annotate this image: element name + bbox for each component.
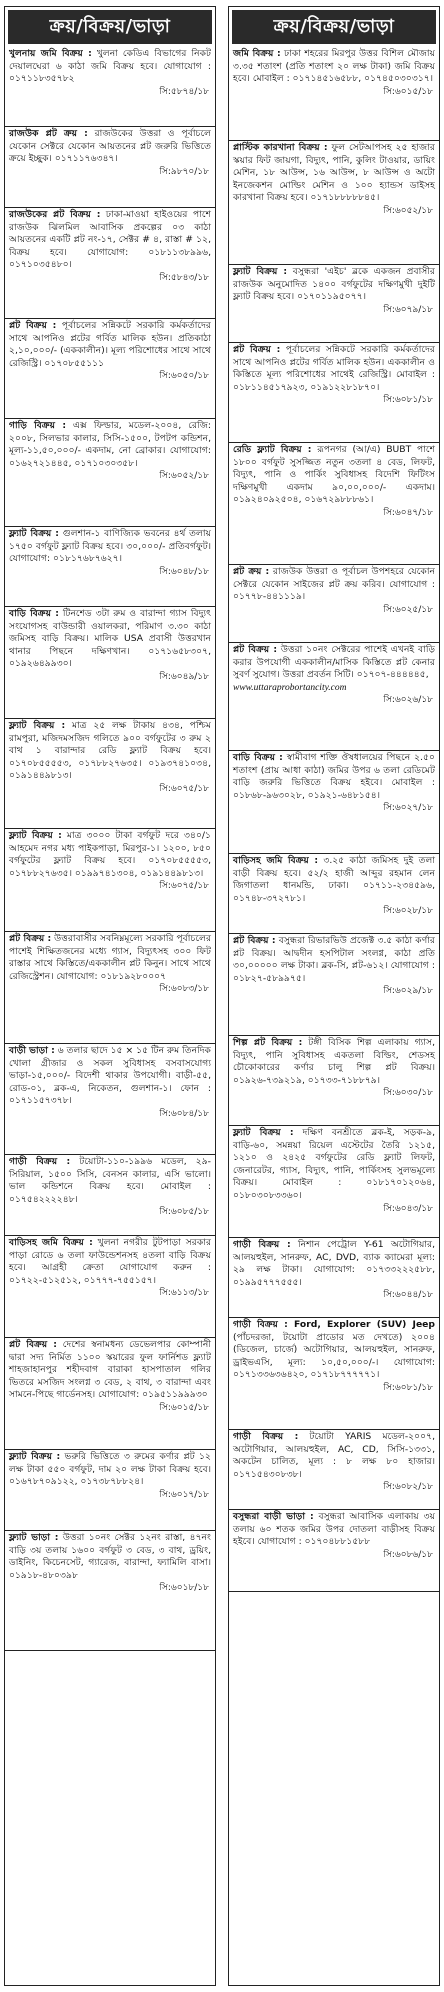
ad-title: গাড়ী বিক্রয় : — [9, 1156, 71, 1167]
ad-code: সি:৬০২৯/১৮ — [383, 986, 433, 997]
ad-body: রাজউকের উত্তরা ও পূর্বাচলে যেকোন সেক্টরে যেকোন আয়তনের প্লট জরুরি ভিত্তিতে ক্রয়ে ইচ্ছুক। ০১৭১১৭৬৩৪৭। — [9, 128, 211, 165]
classified-ad — [229, 265, 439, 343]
classified-ad — [229, 751, 439, 854]
ad-title: প্লট ক্রয় : — [233, 566, 270, 577]
ad-code: সি:৬১১৩/১৮ — [159, 1288, 209, 1299]
classified-ad — [5, 1450, 215, 1531]
ad-code: সি:৬০৮৪/১৮ — [159, 1108, 209, 1119]
ad-title: রেডি ফ্ল্যাট বিক্রয় : — [233, 444, 312, 455]
ad-body: রূপনগর (আ/এ) BUBT পাশে ১৮০০ বর্গফুট সুসজ্জিত নতুন ৩তলা ৪ বেড, লিফট, বিদ্যুৎ, পানি ও পার্কিং সুবিধাসহ বিদেশি ফিটিংস দক্ষিণমুখী একদাম ৯০,০০,০০০/- একদাম। ০১৯২৪০৯২৫০৪, ০১৬৭২৯৮৮৮৬১। — [233, 444, 436, 506]
ad-code: সি:৬০২৫/১৮ — [383, 604, 433, 615]
ad-text — [9, 1237, 211, 1287]
ad-body: স্বামীবাগ শক্তি ঔষধালয়ের পিছনে ২.৫০ শতাংশ (প্রায় আধা কাঠা) জমির উপর ৬ তলা রেডিমেট বাড়ি জরুরি ভিত্তিতে বিক্রয় হইবে। মোবাইল : ০১৮৬৮-৯৬৩০২৮, ০১৯২১-৬৪৮১৫৪। — [233, 752, 435, 801]
ad-body: টয়োটা YARIS মডেল-২০০৭, অটোগিয়ার, আলয়হুইল, AC, CD, সিসি-১৩৩১, অকটেন চালিত, মূল্য : ৮ লক্ষ ৮০ হাজার। ০১৭১৫৪৩০৮৩৮। — [233, 1431, 435, 1480]
ad-code: সি:৬০১৮/১৮ — [159, 1583, 209, 1594]
ad-code: সি:৬০৫০/১৮ — [159, 371, 209, 382]
classified-ad — [229, 1126, 439, 1238]
ad-text — [233, 1319, 435, 1382]
ad-body: পূর্বাচলের সন্নিকটে সরকারি কর্মকর্তাদের সাথে আপনিও প্লটের গর্বিত মালিক হউন। প্রতিকাঠা ২,১০,০০০/- (এককালীন)। মূল্য পরিশোধের সাথে সাথে রেজিস্ট্রি। ০১৭০৮৫৫১১১ — [9, 320, 211, 369]
ad-body: নিশান পেট্রোল Y-61 অটোগিয়ার, আলয়হুইল, সানরুফ, AC, DVD, ব্যাক ক্যামেরা মূল্য: ২৯ লক্ষ টাকা। যোগাযোগ: ০১৭৩৩২২২৫৮৮, ০১৯৯৫৭৭৭৫৫৫। — [233, 1239, 435, 1288]
ad-body: উত্তরা ১০নং সেক্টরের পাশেই এখনই বাড়ি করার উপযোগী এককালীন/মাসিক কিস্তিতে প্লট কেনার সুবর্ণ সুযোগ। উত্তরা প্রবর্তন সিটি। ০১৭০৭-৪৪৪৪৪৫, — [233, 644, 436, 681]
ad-code: সি:৬০১৫/১৮ — [159, 1402, 209, 1413]
classified-ad — [229, 565, 439, 643]
ad-body: রাজউক উত্তরা ও পূর্বাচল উপশহরে যেকোন সেক্টরে যেকোন সাইজের প্লট ক্রয় করিব। যোগাযোগ : ০১৭৭৮-৪৪১১১৯। — [233, 566, 435, 603]
ad-title: প্লট বিক্রয় : — [233, 935, 276, 946]
classified-ad — [5, 607, 215, 719]
ad-body: দেশের স্বনামধন্য ডেভেলপার কোম্পানী দ্বারা সদ্য নির্মিত ১১০০ স্কয়ারের ফুল ফার্নিশড ফ্ল্যাট শাহজাহানপুর শহীদবাগ বারাকা হাসপাতাল গলির ভিতরে মসজিদ সংলগ্ন ৩ বেড, ২ বাথ, ৩ বারান্দা এবং সামনে-পিছে গার্ডেনসহ। যোগাযোগ: ০১৯৫১১৯৯৯৩০ — [9, 1339, 211, 1401]
ad-title: রাজউক প্লট ক্রয় : — [9, 128, 88, 139]
classified-ad — [5, 932, 215, 1044]
ad-code: সি:৬০৪৭/১৮ — [383, 507, 433, 518]
ad-title: ফ্ল্যাট বিক্রয় : — [9, 1451, 61, 1462]
ad-text — [233, 566, 435, 604]
ad-title: রাজউকের প্লট বিক্রয় : — [9, 209, 101, 220]
classified-ad — [229, 643, 439, 751]
ad-text — [9, 420, 211, 470]
ad-title: বাড়িসহ জমি বিক্রয় : — [9, 1237, 93, 1248]
ad-code: সি:৬০৪৩/১৮ — [383, 1203, 433, 1214]
ad-code: সি:৬০৮১/১৮ — [383, 1382, 433, 1393]
ad-code: সি:৬০১৭/১৮ — [159, 1489, 209, 1500]
ad-title: গাড়ী বিক্রয় : — [233, 1431, 299, 1442]
ad-code: সি:৯৮৭০/১৮ — [159, 166, 209, 177]
ad-code: সি:৬০৭৫/১৮ — [159, 881, 209, 892]
ad-body: ঢাকা-মাওয়া হাইওয়ের পাশে রাজউক ঝিলমিল আবাসিক প্রকল্পের ০৩ কাঠা আয়তনের একটি প্লট নং-১৭, সেক্টর # ৪, রাস্তা # ১২, বিক্রয় হবে। যোগাযোগ: ০১৮১১৩৮৯৯৬, ০১৭১০৩৫৪৮০। — [9, 209, 212, 271]
ad-code: সি:৬০৪৮/১৮ — [159, 566, 209, 577]
ad-code: সি:৬০৩০/১৮ — [383, 1088, 433, 1099]
ad-text — [9, 720, 211, 783]
ad-body: ঢাকা শহরের মিরপুর উত্তর বিশিল মৌজায় ৩.৩৫ শতাংশ (প্রতি শতাংশ ২০ লক্ষ টাকা) জমি বিক্রয় হবে। মোবাইল : ০১৭১৪৫১৬৫৮৮, ০১৭৪৫০৩০৩১৭। — [233, 48, 435, 85]
ad-text — [9, 48, 211, 86]
classified-ad — [229, 141, 439, 265]
ad-body: বসুন্ধরা রিভারভিউ প্রজেক্ট ৩.৫ কাঠা কর্ণার প্লট বিক্রয়। আদ্বদীন হসপিটাল সংলগ্ন, কাঠা প্রতি ৩০,০০০০০ লক্ষ টাকা। ব্লক-সি, প্লট-৬১২। যোগাযোগ : ০১৮২৭-৫৮৯৯৭৫। — [233, 935, 435, 984]
ad-body: টিনশেড ৩টা রুম ও বারান্দা গ্যাস বিদ্যুৎ সংযোগসহ বাউন্ডারী ওয়ালকরা, পরিমাণ ৩.৩০ কাঠা জমিসহ বাড়ি বিক্রয়। মালিক USA প্রবাসী উত্তরখান থানার পিছনে দক্ষিণখান। ০১৭১৬৫৮৩০৭, ০১৯২৬৪৯৯৩০। — [9, 608, 212, 670]
ad-code: সি:৬০৭৯/১৮ — [383, 304, 433, 315]
ad-body: দক্ষিণ বনশ্রীতে ব্লক-ই, সড়ক-৯, বাড়ি-৬০, সমন্নয়া রিয়েল এস্টেটের তৈরি ১২১৫, ১২১০ ও ২৪২৫ বর্গফুটের রেডি ফ্ল্যাট লিফট, জেনারেটর, গ্যাস, বিদ্যুৎ, পানি, পার্কিংসহ সুলভমূল্যে বিক্রয়। মোবাইল : ০১৮১৭০১২০৬৪, ০১৮০৩০৮৩৩৬০। — [233, 1127, 435, 1201]
ad-body: খুলনা কেডিএ বিভাগের নিকট দেয়ালঘেরা ৬ কাঠা জমি বিক্রয় হবে। যোগাযোগ : ০১৭১১৮৩৫৭৮২ — [9, 48, 211, 85]
ad-text — [233, 344, 435, 394]
ad-list-right — [229, 47, 439, 1592]
classified-ad — [229, 47, 439, 141]
ad-title: প্লট বিক্রয় : — [9, 1339, 57, 1350]
classified-ad — [229, 1238, 439, 1318]
classified-column-left — [4, 6, 216, 1986]
classified-ad — [5, 527, 215, 607]
ad-body: খুলনা নগরীর টুটপাড়া সরকার পাড়া রোডে ৬ তলা ফাউন্ডেশনসহ ৪তলা বাড়ি বিক্রয় হবে। আগ্রহী ক্রেতা যোগাযোগ করুন : ০১৭২২-৫১২৫১২, ০১৭৭৭-৭৫৫১৫৭। — [9, 1237, 211, 1286]
ad-title: বসুন্ধরা বাড়ী ভাড়া : — [233, 1511, 314, 1522]
classified-ad — [229, 854, 439, 934]
classified-ad — [229, 1430, 439, 1510]
ad-code: সি:৬০৮২/১৮ — [383, 1482, 433, 1493]
ad-code: সি:৫৮৪৩/১৮ — [159, 272, 209, 283]
ad-list-left — [5, 47, 215, 1651]
ad-title: বাড়ি বিক্রয় : — [233, 752, 283, 763]
ad-text — [233, 1239, 435, 1289]
ad-body: ভরুরি ভিত্তিতে ৩ রুমের কর্ণার প্লট ১২ লক্ষ টাকা ৫৫০ বর্গফুট, দাম ২০ লক্ষ টাকা বিক্রয় হবে। ০১৬৭৮৭০৯১২২, ০১৭৩৮৭৮৮২৪। — [9, 1451, 211, 1488]
ad-body: মাত্র ২৫ লক্ষ টাকায় ৪৩৪, পশ্চিম রামপুরা, মজিদমসজিদ গলিতে ৯০০ বর্গফুটের ৩ রুম ২ বাথ ১ বারান্দার রেডি ফ্ল্যাট বিক্রয় হবে। ০১৭০৮৫৫৫৫৩, ০১৭৮৮২৭৬৩৫। ০১৯৩৭৪১০৩৪, ০১৯১৪৪৯৮১৩। — [9, 720, 211, 782]
ad-title: ফ্ল্যাট বিক্রয় : — [233, 1127, 294, 1138]
ad-title: ফ্ল্যাট বিক্রয় : — [9, 830, 62, 841]
ad-body: ফুল সেটআপসহ ২৫ হাজার স্কয়ার ফিট জায়গা, বিদ্যুৎ, পানি, কুলিং টাওয়ার, ডায়িং মেশিন, ১৮ আউন্স, ১৬ আউন্স, ৮ আউন্স ও অটো ইনজেকশন মোল্ডিং মেশিন ও ১০০ হ্যান্ডস ডাইসহ কারখানা বিক্রয় হবে। ০১৭১৮৮৮৮৮৪৫। — [233, 142, 435, 204]
ad-code: সি:৬০৪৯/১৮ — [159, 671, 209, 682]
ad-text — [233, 855, 435, 905]
ad-text — [9, 209, 211, 272]
ad-title: জমি বিক্রয় : — [233, 48, 281, 59]
ad-text — [233, 1511, 435, 1549]
classified-ad — [5, 1155, 215, 1236]
ad-code: সি:৬০৫২/১৮ — [159, 471, 209, 482]
classified-ad — [5, 1338, 215, 1450]
column-header: ক্রয়/বিক্রয়/ভাড়া — [232, 10, 436, 44]
ad-text — [233, 1037, 435, 1087]
ad-text — [9, 1156, 211, 1206]
ad-code: সি:৬০৭৫/১৮ — [159, 783, 209, 794]
classified-ad — [5, 1531, 215, 1651]
column-header: ক্রয়/বিক্রয়/ভাড়া — [8, 10, 212, 44]
ad-text — [233, 1127, 435, 1203]
ad-text — [9, 320, 211, 370]
ad-code: সি:৬০১৫/১৮ — [383, 86, 433, 97]
ad-text — [233, 142, 435, 205]
ad-code: সি:৬০২৭/১৮ — [383, 803, 433, 814]
classified-column-right — [228, 6, 440, 1986]
ad-text — [9, 1339, 211, 1402]
classified-ad — [229, 1510, 439, 1592]
classified-ad — [5, 829, 215, 932]
ad-text — [9, 1451, 211, 1489]
ad-body: গুলশান-১ বাণিজ্যিক ভবনের ৪র্থ তলায় ১৭৫০ বর্গফুট ফ্ল্যাট বিক্রয় হবে। ৩০,০০০/- প্রতিবর্গফুট। যোগাযোগ: ০১৮১৭৬৮৭৬২৭। — [9, 528, 211, 565]
classified-ad — [5, 208, 215, 319]
ad-body: (পাঁচদরজা, টয়োটা প্রাডোর মত দেখতে) ২০০৪ (ডিজেল, চার্জে) অটোগিয়ার, আলয়হুইল, সানরুফ, ড্রাইভএসি, মূল্য: ১০,৫০,০০০/-। যোগাযোগ: ০১৭১৩৩৬৩৬৪২০, ০১৭১৮৭৭৭৭৭১। — [233, 1331, 435, 1381]
ad-code: সি:৬০২৮/১৮ — [383, 906, 433, 917]
ad-body: উত্তরা ১০নং সেক্টর ১২নং রাস্তা, ৪৭নং বাড়ি ৩য় তলায় ১৬০০ বর্গফুট ৩ বেড, ৩ বাথ, ড্রয়িং, ডাইনিং, কিচেনসেট, গ্যারেজ, বারান্দা, ফ্যামিলি বাসা। ০১৯১৮-৪৮০৩৯৮ — [9, 1532, 211, 1581]
ad-body: টঙ্গী বিসিক শিল্প এলাকায় গ্যাস, বিদ্যুৎ, পানি সুবিধাসহ একতলা বিল্ডিং, শেডসহ চৌকোকারের কর্ণার চালু শিল্প প্লট বিক্রয়। ০১৯২৬-৭৩৯২১৯, ০১৭৩৩-৭১৮৮৭৯। — [233, 1037, 435, 1086]
ad-title: প্লাস্টিক কারখানা বিক্রয় : — [233, 142, 328, 153]
ad-title: প্লট বিক্রয় : — [9, 933, 52, 944]
ad-body: এক্স ফিল্ডার, মডেল-২০০৪, রেজি: ২০০৮, সিলভার কালার, সিসি-১৫০০, টপটপ কন্ডিশন, মূল্য-১১,৫০,০০০/- একদাম, নো ব্রোকার। যোগাযোগ: ০১৬২৭২১৪৪৫, ০১৭১০৩০৩৫৮। — [9, 420, 212, 469]
ad-text — [9, 1045, 211, 1108]
ad-text — [9, 830, 211, 880]
classified-ad — [5, 419, 215, 527]
ad-code: সি:৬০৮৬/১৮ — [383, 1549, 433, 1560]
ad-title: প্লট বিক্রয় : — [9, 320, 57, 331]
ad-text — [233, 444, 435, 507]
ad-title: বাড়ী ভাড়া : — [9, 1045, 55, 1056]
ad-code: সি:৬০৪৪/১৮ — [383, 1290, 433, 1301]
ad-body: ৬ তলার ছাদে ১৫ × ১৫ টিন রুম তিনদিক খোলা গ্রীজার ও সকল সুবিধাসহ বসবাসযোগ্য ভাড়া-১৫,০০০/- বিদেশী থাকার উপযোগী। বাড়ী-৫৫, রোড-০১, ব্লক-এ, নিকেতন, গুলশান-১। ফোন : ০১৭১১৫৭৩৭৮। — [9, 1045, 211, 1107]
ad-body: মাত্র ৩০০০ টাকা বর্গফুট দরে ৩৪০/১ আহমেদ নগর মধ্য পাইকপাড়া, মিরপুর-১। ১২০০, ৮৫০ বর্গফুটের ফ্ল্যাট বিক্রয় হবে। ০১৭০৮৫৫৫৫৩, ০১৭৮৮২৭৬৩৫। ০১৯৯৭৪১৩০৪, ০১৯১৪৪৯৮১৩। — [9, 830, 211, 879]
classified-ad — [5, 319, 215, 419]
ad-text — [9, 528, 211, 566]
ad-title: বাড়ি বিক্রয় : — [9, 608, 59, 619]
ad-title: বাড়িসহ জমি বিক্রয় : — [233, 855, 319, 866]
classified-ad — [5, 719, 215, 829]
ad-text — [9, 128, 211, 166]
classified-ad — [5, 1044, 215, 1155]
ad-text — [9, 933, 211, 983]
ad-text — [233, 48, 435, 86]
ad-text — [233, 935, 435, 985]
ad-code: সি:৫৮৭৪/১৮ — [159, 86, 209, 97]
ad-code: সি:৬০৮৩/১৮ — [159, 984, 209, 995]
classified-ad — [229, 1036, 439, 1126]
classified-ad — [5, 1236, 215, 1338]
ad-body: বসুন্ধরা আবাসিক এলাকায় ৩য় তলায় ৬০ শতক জমির উপর দোতলা বাড়ীসহ বিক্রয় হইবে। যোগাযোগ : ০১৭০৪৮৮১৫৮৮ — [233, 1511, 435, 1548]
ad-body: বসুন্ধরা 'এইচ' ব্লকে একজন প্রবাসীর রাজউক অনুমোদিত ১৪০০ বর্গফুটের দক্ষিণমুখী দুইটি ফ্ল্যাট বিক্রয় হবে। ০১৭০১১৯৫০৭৭। — [233, 266, 435, 303]
ad-title: ফ্ল্যাট বিক্রয় : — [233, 266, 288, 277]
ad-code: সি:৬০২৬/১৮ — [383, 694, 433, 705]
ad-text — [233, 1431, 435, 1481]
ad-text — [233, 644, 435, 694]
ad-body: ৩.২৫ কাঠা জমিসহ দুই তলা বাড়ী বিক্রয় হবে। ৫২/২ হাজী আব্দুর রহমান লেন জিগাতলা ধানমন্ডি, ঢাকা। ০১৭১১-২৩৪৫৯৬, ০১৭৪৮-৩৭২৭৮১। — [233, 855, 435, 904]
ad-text — [233, 266, 435, 304]
classified-ad — [5, 127, 215, 208]
classified-ad — [229, 343, 439, 443]
ad-title: ফ্ল্যাট ভাড়া : — [9, 1532, 59, 1543]
ad-title: গাড়ী বিক্রয় : — [233, 1239, 291, 1250]
ad-title: গাড়ী বিক্রয় : Ford, Explorer (SUV) Jeep — [233, 1319, 435, 1330]
ad-text — [9, 1532, 211, 1582]
ad-title: খুলনায় জমি বিক্রয় : — [9, 48, 92, 59]
ad-title: শিল্প প্লট বিক্রয় : — [233, 1037, 303, 1048]
ad-body: টয়োটা-১১০-১৯৯৬ মডেল, ২৯-সিরিয়াল, ১৫০০ সিসি, বেনসন কালার, এসি ভালো। ভাল কন্ডিশনে বিক্রয় হবে। মোবাইল : ০১৭৫৪২২২২৪৮। — [9, 1156, 211, 1205]
classified-ad — [229, 1318, 439, 1430]
ad-code: সি:৬০৮১/১৮ — [383, 395, 433, 406]
classified-ad — [229, 934, 439, 1036]
ad-code: সি:৬০৫২/১৮ — [383, 205, 433, 216]
ad-title: গাড়ি বিক্রয় : — [9, 420, 67, 431]
ad-body: উত্তরাবাসীর সবনিম্নমূল্যে সরকারি পূর্বাচলের পাশেই শিক্ষিতজনের মধ্যে গ্যাস, বিদ্যুৎসহ ৩০০ ফিট রাস্তার সাথে কিস্তিতে/এককালীন প্লট কিনুন। সাথে সাথে রেজিস্ট্রেশন। যোগাযোগ: ০১৮১৯২৮০০০৭ — [9, 933, 212, 982]
classified-ad — [229, 443, 439, 565]
ad-website-link[interactable]: www.uttaraprobortancity.com — [233, 682, 347, 693]
ad-body: পূর্বাচলের সন্নিকটে সরকারি কর্মকর্তাদের সাথে আপনিও প্লটের গর্বিত মালিক হউন। এককালীন ও কিস্তিতে মূল্য পরিশোধের সাথেই রেজিস্ট্রি। মোবাইল : ০১৮১১৪৫১৭৯২৩, ০১৯১২২৮১৮৭০। — [233, 344, 435, 393]
classified-ad — [5, 47, 215, 127]
ad-text — [9, 608, 211, 671]
ad-text — [233, 752, 435, 802]
ad-title: প্লট বিক্রয় : — [233, 344, 281, 355]
ad-code: সি:৬০৮৫/১৮ — [159, 1207, 209, 1218]
ad-title: ফ্ল্যাট বিক্রয় : — [9, 720, 66, 731]
ad-title: প্লট বিক্রয় : — [233, 644, 278, 655]
ad-title: ফ্ল্যাট বিক্রয় : — [9, 528, 59, 539]
